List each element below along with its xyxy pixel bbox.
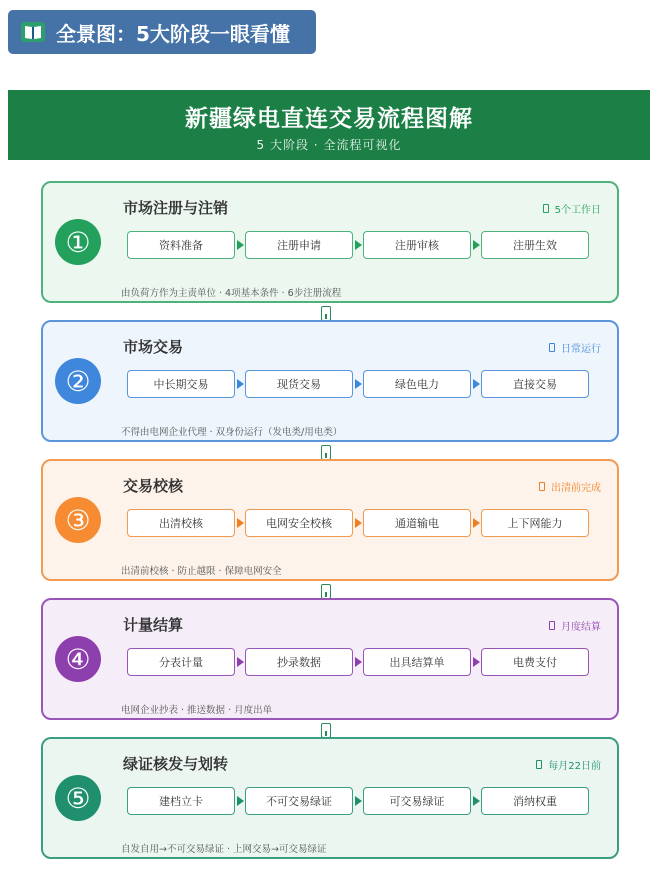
stage-5-title: 绿证核发与划转 <box>123 755 229 773</box>
stage-2-title: 市场交易 <box>123 338 184 356</box>
arrow-right-icon <box>237 240 244 250</box>
connector-icon <box>321 445 331 460</box>
stage-3-note: 出清前校核 · 防止越限 · 保障电网安全 <box>121 566 282 577</box>
banner-title: 新疆绿电直连交易流程图解 <box>185 106 473 132</box>
arrow-right-icon <box>355 240 362 250</box>
stage-3-tag-text: 出清前完成 <box>551 483 601 494</box>
stage-1-steps <box>127 231 591 259</box>
stage-5-tag-text: 每月22日前 <box>548 761 601 772</box>
stage-4-note: 电网企业抄表 · 推送数据 · 月度出单 <box>121 705 273 716</box>
stage-2-step-3: 绿色电力 <box>363 370 471 398</box>
stage-3-step-1: 出清校核 <box>127 509 235 537</box>
stage-1-number: ① <box>55 219 101 265</box>
stage-5-step-2: 不可交易绿证 <box>245 787 353 815</box>
stage-2-step-1: 中长期交易 <box>127 370 235 398</box>
stage-1-card <box>41 181 619 303</box>
phone-icon <box>539 482 545 491</box>
stage-2-note: 不得由电网企业代理 · 双身份运行（发电类/用电类） <box>121 427 343 438</box>
stage-3-number: ③ <box>55 497 101 543</box>
header-badge <box>8 10 316 54</box>
phone-icon <box>536 760 542 769</box>
stage-4-steps <box>127 648 591 676</box>
title-banner <box>8 90 650 160</box>
arrow-right-icon <box>355 379 362 389</box>
arrow-right-icon <box>237 379 244 389</box>
stage-4-tag <box>549 618 601 633</box>
arrow-right-icon <box>355 518 362 528</box>
stage-3-step-4: 上下网能力 <box>481 509 589 537</box>
arrow-right-icon <box>473 518 480 528</box>
stage-5-note: 自发自用→不可交易绿证 · 上网交易→可交易绿证 <box>121 844 327 855</box>
arrow-right-icon <box>355 796 362 806</box>
stage-1-step-3: 注册审核 <box>363 231 471 259</box>
stage-3-steps <box>127 509 591 537</box>
arrow-right-icon <box>237 518 244 528</box>
stage-4-title: 计量结算 <box>123 616 184 634</box>
connector-icon <box>321 584 331 599</box>
stage-1-step-1: 资料准备 <box>127 231 235 259</box>
arrow-right-icon <box>237 796 244 806</box>
stage-3-step-3: 通道输电 <box>363 509 471 537</box>
header-badge-text: 全景图：5大阶段一眼看懂 <box>56 21 290 46</box>
stage-3-step-2: 电网安全校核 <box>245 509 353 537</box>
stage-2-tag-text: 日常运行 <box>561 344 601 355</box>
stage-5-card <box>41 737 619 859</box>
arrow-right-icon <box>473 379 480 389</box>
stage-3-title: 交易校核 <box>123 477 184 495</box>
stage-5-number: ⑤ <box>55 775 101 821</box>
stage-5-steps <box>127 787 591 815</box>
stage-2-tag <box>549 340 601 355</box>
stage-1-tag-text: 5个工作日 <box>554 205 601 216</box>
connector-icon <box>321 306 331 321</box>
stage-1-tag <box>543 201 601 216</box>
arrow-right-icon <box>473 657 480 667</box>
stage-5-step-1: 建档立卡 <box>127 787 235 815</box>
stage-4-number: ④ <box>55 636 101 682</box>
stage-4-tag-text: 月度结算 <box>561 622 601 633</box>
stage-2-steps <box>127 370 591 398</box>
book-icon <box>20 21 46 43</box>
banner-subtitle: 5 大阶段 · 全流程可视化 <box>256 138 402 152</box>
arrow-right-icon <box>473 240 480 250</box>
arrow-right-icon <box>355 657 362 667</box>
phone-icon <box>543 204 549 213</box>
connector-icon <box>321 723 331 738</box>
stage-5-step-4: 消纳权重 <box>481 787 589 815</box>
arrow-right-icon <box>473 796 480 806</box>
arrow-right-icon <box>237 657 244 667</box>
phone-icon <box>549 343 555 352</box>
stage-2-number: ② <box>55 358 101 404</box>
stage-4-step-4: 电费支付 <box>481 648 589 676</box>
stage-4-step-2: 抄录数据 <box>245 648 353 676</box>
stage-3-card <box>41 459 619 581</box>
stage-2-card <box>41 320 619 442</box>
stage-3-tag <box>539 479 601 494</box>
stage-4-card <box>41 598 619 720</box>
phone-icon <box>549 621 555 630</box>
stage-1-step-2: 注册申请 <box>245 231 353 259</box>
stage-2-step-2: 现货交易 <box>245 370 353 398</box>
stage-5-tag <box>536 757 601 772</box>
stage-2-step-4: 直接交易 <box>481 370 589 398</box>
stage-5-step-3: 可交易绿证 <box>363 787 471 815</box>
stage-4-step-3: 出具结算单 <box>363 648 471 676</box>
stage-1-step-4: 注册生效 <box>481 231 589 259</box>
stage-1-title: 市场注册与注销 <box>123 199 229 217</box>
stage-1-note: 由负荷方作为主责单位 · 4项基本条件 · 6步注册流程 <box>121 288 342 299</box>
stage-4-step-1: 分表计量 <box>127 648 235 676</box>
